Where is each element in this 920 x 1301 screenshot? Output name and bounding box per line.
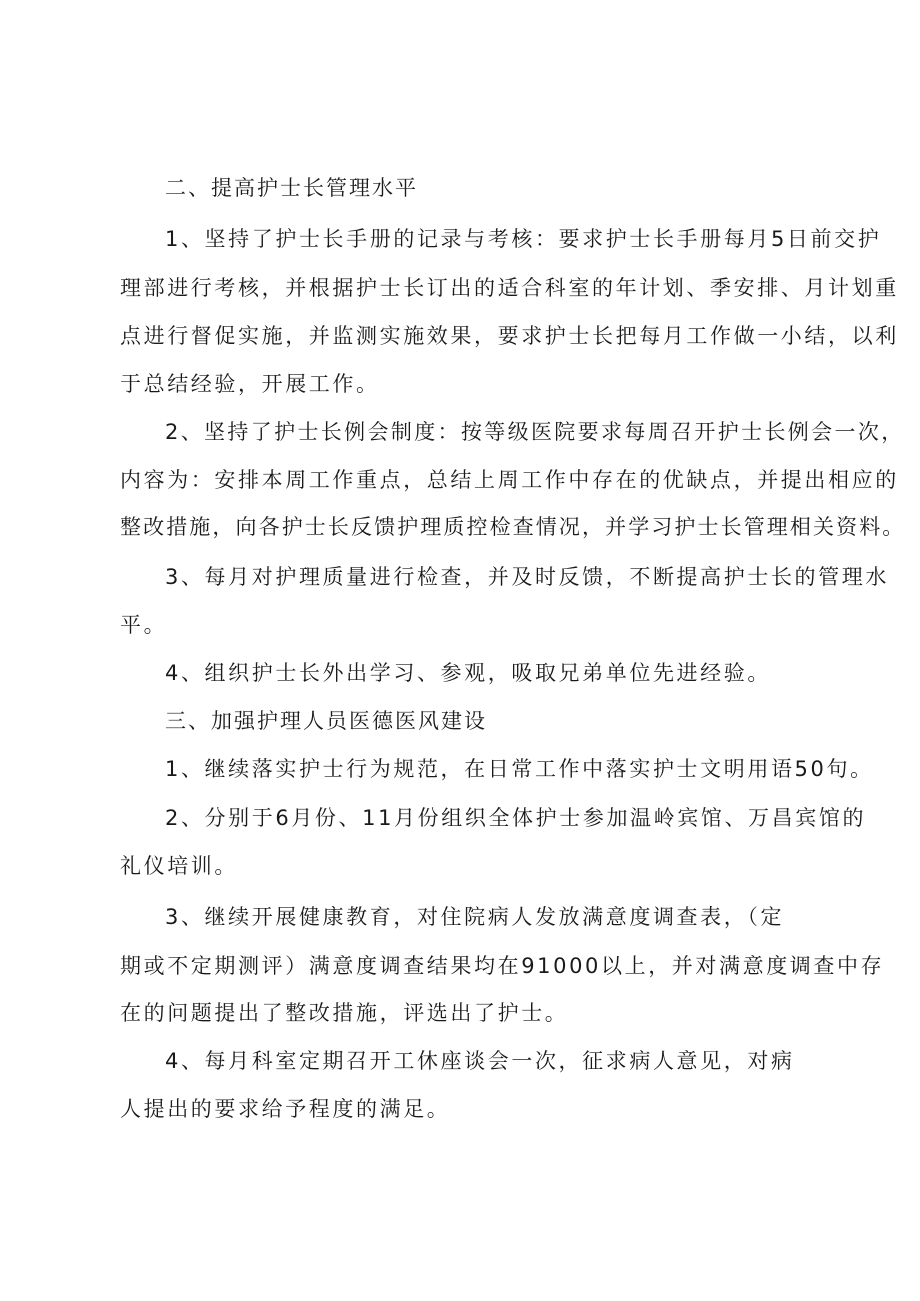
paragraph-line: 4、组织护士长外出学习、参观，吸取兄弟单位先进经验。 <box>165 661 771 685</box>
section-heading: 二、提高护士长管理水平 <box>165 176 418 200</box>
paragraph-line: 1、继续落实护士行为规范，在日常工作中落实护士文明用语50句。 <box>165 757 874 781</box>
paragraph-line: 期或不定期测评）满意度调查结果均在91000以上，并对满意度调查中存 <box>120 954 885 978</box>
paragraph-line: 2、分别于6月份、11月份组织全体护士参加温岭宾馆、万昌宾馆的 <box>165 806 867 830</box>
paragraph-line: 3、继续开展健康教育，对住院病人发放满意度调查表，（定 <box>165 905 785 929</box>
paragraph-line: 内容为：安排本周工作重点，总结上周工作中存在的优缺点，并提出相应的 <box>120 468 899 492</box>
paragraph-line: 理部进行考核，并根据护士长订出的适合科室的年计划、季安排、月计划重 <box>120 276 899 300</box>
paragraph-line: 整改措施，向各护士长反馈护理质控检查情况，并学习护士长管理相关资料。 <box>120 515 906 539</box>
paragraph-line: 平。 <box>120 613 168 637</box>
paragraph-line: 在的问题提出了整改措施，评选出了护士。 <box>120 1001 569 1025</box>
paragraph-line: 1、坚持了护士长手册的记录与考核：要求护士长手册每月5日前交护 <box>165 227 882 251</box>
paragraph-line: 礼仪培训。 <box>120 854 238 878</box>
paragraph-line: 人提出的要求给予程度的满足。 <box>120 1097 451 1121</box>
paragraph-line: 4、每月科室定期召开工休座谈会一次，征求病人意见，对病 <box>165 1049 795 1073</box>
paragraph-line: 点进行督促实施，并监测实施效果，要求护士长把每月工作做一小结，以利 <box>120 324 899 348</box>
section-heading: 三、加强护理人员医德医风建设 <box>165 709 487 733</box>
paragraph-line: 3、每月对护理质量进行检查，并及时反馈，不断提高护士长的管理水 <box>165 565 889 589</box>
paragraph-line: 2、坚持了护士长例会制度：按等级医院要求每周召开护士长例会一次， <box>165 420 905 444</box>
paragraph-line: 于总结经验，开展工作。 <box>120 372 380 396</box>
